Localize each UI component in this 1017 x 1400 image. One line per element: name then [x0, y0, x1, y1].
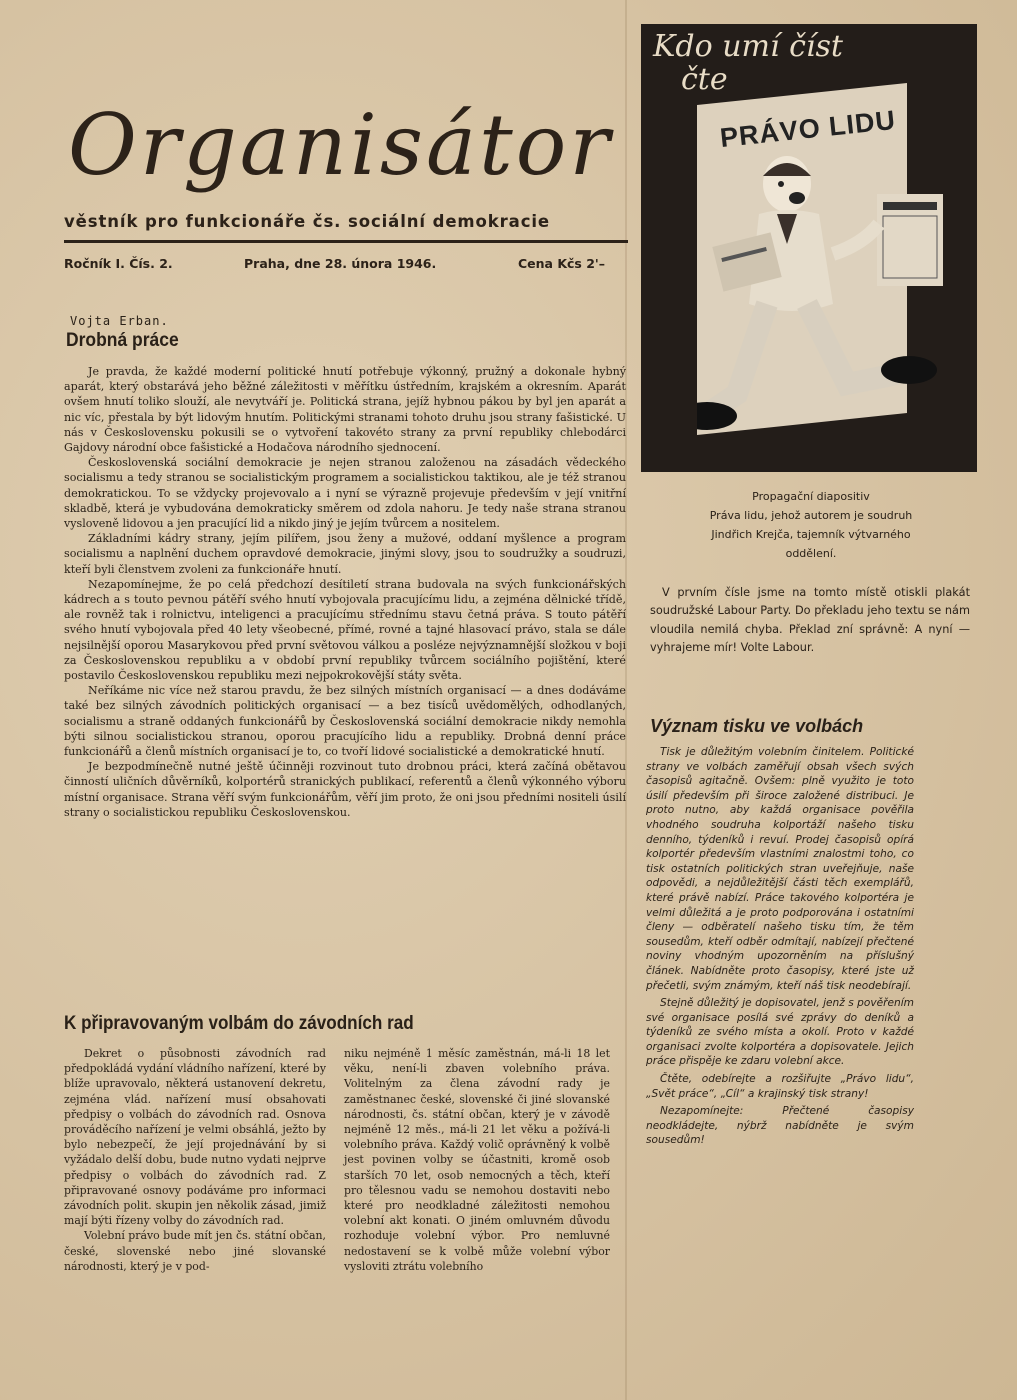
- poster-slogan-line: čte: [681, 62, 728, 97]
- poster-title: PRÁVO LIDU: [718, 104, 898, 154]
- correction-note: [650, 584, 970, 657]
- poster-image: [641, 24, 977, 472]
- masthead-title: Organisátor: [68, 96, 613, 194]
- caption-line: Propagační diapositiv: [752, 490, 870, 503]
- article-title: Drobná práce: [66, 330, 179, 351]
- caption-line: oddělení.: [785, 547, 837, 560]
- article-paragraph: Československá sociální demokracie je nejen stranou založenou na zásadách vědeckého socialismu a tedy stranou se socialistickým programem a socialistickou taktikou, ale je též stranou demokratickou. To se vždycky projevovalo a i nyní se výrazně projevuje především v její vnitřní skladbě, která je vybudována demokraticky směrem od zdola nahoru. Je tedy naše strana stranou vysloveně lidovou a jen pracující lid a nikdo jiný je jejím tvůrcem a nositelem.: [64, 456, 626, 531]
- sidebar-title: Význam tisku ve volbách: [650, 716, 864, 736]
- article-paragraph: Základními kádry strany, jejím pilířem, jsou ženy a mužové, oddaní myšlence a program socialismu a naplnění duchem opravdové demokracie, jinými slovy, jsou to soudružky a soudruzi, kteří byli členstvem zvoleni za funkcionáře hnutí.: [64, 532, 626, 576]
- sidebar-paragraph: Tisk je důležitým volebním činitelem. Politické strany ve volbách zaměřují obsah všech svých časopisů agitačně. Ovšem: plně využito je toto úsilí především při široce založené distribuci. Je proto nutno, aby každá organisace pověřila vhodného soudruha kolportáží našeho tisku denního, týdeníků i revuí. Prodej časopisů opírá kolportér především vlastními znalostmi toho, co tisk ostatních politických stran uveřejňuje, naše odpovědi, a nejdůležitější části těch exemplářů, které právě nabízí. Práce takového kolportéra je velmi důležitá a je proto podporována i ostatními členy — odběratelí našeho tisku tím, že těm sousedům, kteří odběr odmítají, nabízejí přečtené noviny vhodným upozorněním na příslušný článek. Nabídněte proto časopisy, které jste už přečetli, svým známým, kteří náš tisk neodebírají.: [646, 746, 914, 992]
- issue-volume: Ročník I. Čís. 2.: [64, 256, 173, 271]
- masthead-rule: [64, 240, 628, 243]
- article-paragraph: Nezapomínejme, že po celá předchozí desítiletí strana budovala na svých funkcionářských kádrech a s touto pevnou pátěří svého hnutí vybojovala pracujícímu lidu, a zejména dělnické třídě, ale rovněž tak i rolnictvu, inteligenci a pracujícímu střednímu stavu četná práva. S touto pátěří svého hnutí vybojovala před 40 lety všeobecné, přímé, rovné a tajné hlasovací právo, stala se dále nejsilnější oporou Masarykovou před první světovou válkou a posléze nejvýznamnější složkou v boji za Československou republiku a v období první republiky tvůrcem sociálního pojištění, které postavilo Československou republiku mezi nejpokrokovější státy světa.: [64, 577, 626, 683]
- sidebar-paragraph: Nezapomínejte: Přečtené časopisy neodkládejte, nýbrž nabídněte je svým sousedům!: [646, 1105, 914, 1147]
- masthead-subtitle: věstník pro funkcionáře čs. sociální demokracie: [64, 212, 551, 231]
- article2-title: K připravovaným volbám do závodních rad: [64, 1013, 414, 1034]
- article-body: [64, 364, 626, 820]
- article-author: Vojta Erban.: [70, 314, 169, 328]
- article-paragraph: Je pravda, že každé moderní politické hnutí potřebuje výkonný, pružný a dokonale hybný aparát, který obstarává jeho běžné záležitosti v měřítku ústředním, krajském a okresním. Aparát ovšem hnutí toliko slouží, ale nevytváří je. Politická strana, jejíž hybnou pákou by byl jen aparát a nic víc, přestala by být lidovým hnutím. Politickými stranami tohoto druhu jsou strany fašistické. U nás v Československu pokusili se o vytvoření takovéto strany za první republiky chlebodárci Gajdovy národní obce fašistické a Hodačova národního sjednocení.: [64, 365, 626, 455]
- newsboy-illustration: [697, 144, 977, 464]
- poster-slogan: [653, 30, 953, 96]
- poster-caption: [654, 487, 968, 563]
- sidebar-paragraph: Stejně důležitý je dopisovatel, jenž s pověřením své organisace posílá své zprávy do deníků a týdeníků ze svého místa a okolí. Proto v každé organisaci zvolte kolportéra a dopisovatele. Jejich práce přispěje ke zdaru volební akce.: [646, 997, 914, 1068]
- article2-column-2: [344, 1046, 610, 1274]
- article2-column-1: [64, 1046, 326, 1274]
- poster-slogan-line: Kdo umí číst: [653, 29, 843, 64]
- caption-line: Jindřich Krejča, tajemník výtvarného: [711, 528, 911, 541]
- issue-date: Praha, dne 28. února 1946.: [244, 256, 437, 271]
- article2-paragraph: niku nejméně 1 měsíc zaměstnán, má-li 18 let věku, není-li zbaven volebního práva. Volitelným za člena závodní rady je zaměstnanec české, slovenské či jiné slovanské národnosti, čs. státní občan, který je v závodě nejméně 12 měs., má-li 21 let věku a požívá-li volebního práva. Každý volič oprávněný k volbě jest povinen volby se účastniti, kromě osob starších 70 let, osob nemocných a těch, kteří pro tělesnou vadu se nemohou dostaviti nebo které pro neodkladné záležitosti nemohou volební akt konati. O jiném omluvném důvodu rozhoduje volební výbor. Pro nemluvné nedostavení se k volbě může volební výbor vysloviti ztrátu volebního: [344, 1047, 610, 1273]
- issue-price: Cena Kčs 2'–: [518, 256, 605, 271]
- caption-line: Práva lidu, jehož autorem je soudruh: [709, 509, 913, 522]
- article-paragraph: Neříkáme nic více než starou pravdu, že bez silných místních organisací — a dnes dodáváme také bez silných závodních politických organisací — a bez tisíců uvědomělých, odhodlaných, socialismu a straně oddaných funkcionářů by Československá sociální demokracie nikdy nemohla býti silnou socialistickou stranou, oporou pracujícího lidu a republiky. Drobná denní práce funkcionářů a členů místních organisací je to, co tvoří lidové socialistické a demokratické hnutí.: [64, 684, 626, 759]
- sidebar-paragraph: Čtěte, odebírejte a rozšiřujte „Právo lidu“, „Svět práce“, „Cíl“ a krajinský tisk strany!: [646, 1073, 914, 1100]
- article2-paragraph: Volební právo bude mít jen čs. státní občan, české, slovenské nebo jiné slovanské národnosti, který je v pod-: [64, 1229, 326, 1273]
- article-paragraph: Je bezpodmínečně nutné ještě účinněji rozvinout tuto drobnou práci, která začíná obětavou činností uličních důvěrníků, kolportérů stranických publikací, referentů a členů výkonného výboru místní organisace. Strana věří svým funkcionářům, věří jim proto, že oni jsou předními nositeli úsilí strany o socialistickou republiku Československou.: [64, 760, 626, 819]
- sidebar-body: [646, 745, 914, 1151]
- article2-paragraph: Dekret o působnosti závodních rad předpokládá vydání vládního nařízení, které by blíže upravovalo, některá ustanovení dekretu, zejména vlád. nařízení musí obsahovati předpisy o volbách do závodních rad. Osnova prováděcího nařízení je velmi obsáhlá, ježto by bylo nebezpečí, že její projednávání by si vyžádalo delší dobu, bude nutno vydati nejprve předpisy o volbách do závodních rad. Z připravované osnovy podáváme pro informaci závodních polit. skupin jen několik zásad, jimiž mají býti řízeny volby do závodních rad.: [64, 1047, 326, 1228]
- correction-text: V prvním čísle jsme na tomto místě otiskli plakát soudružské Labour Party. Do překladu jeho textu se nám vloudila nemilá chyba. Překlad zní správně: A nyní — vyhrajeme mír! Volte Labour.: [650, 586, 970, 654]
